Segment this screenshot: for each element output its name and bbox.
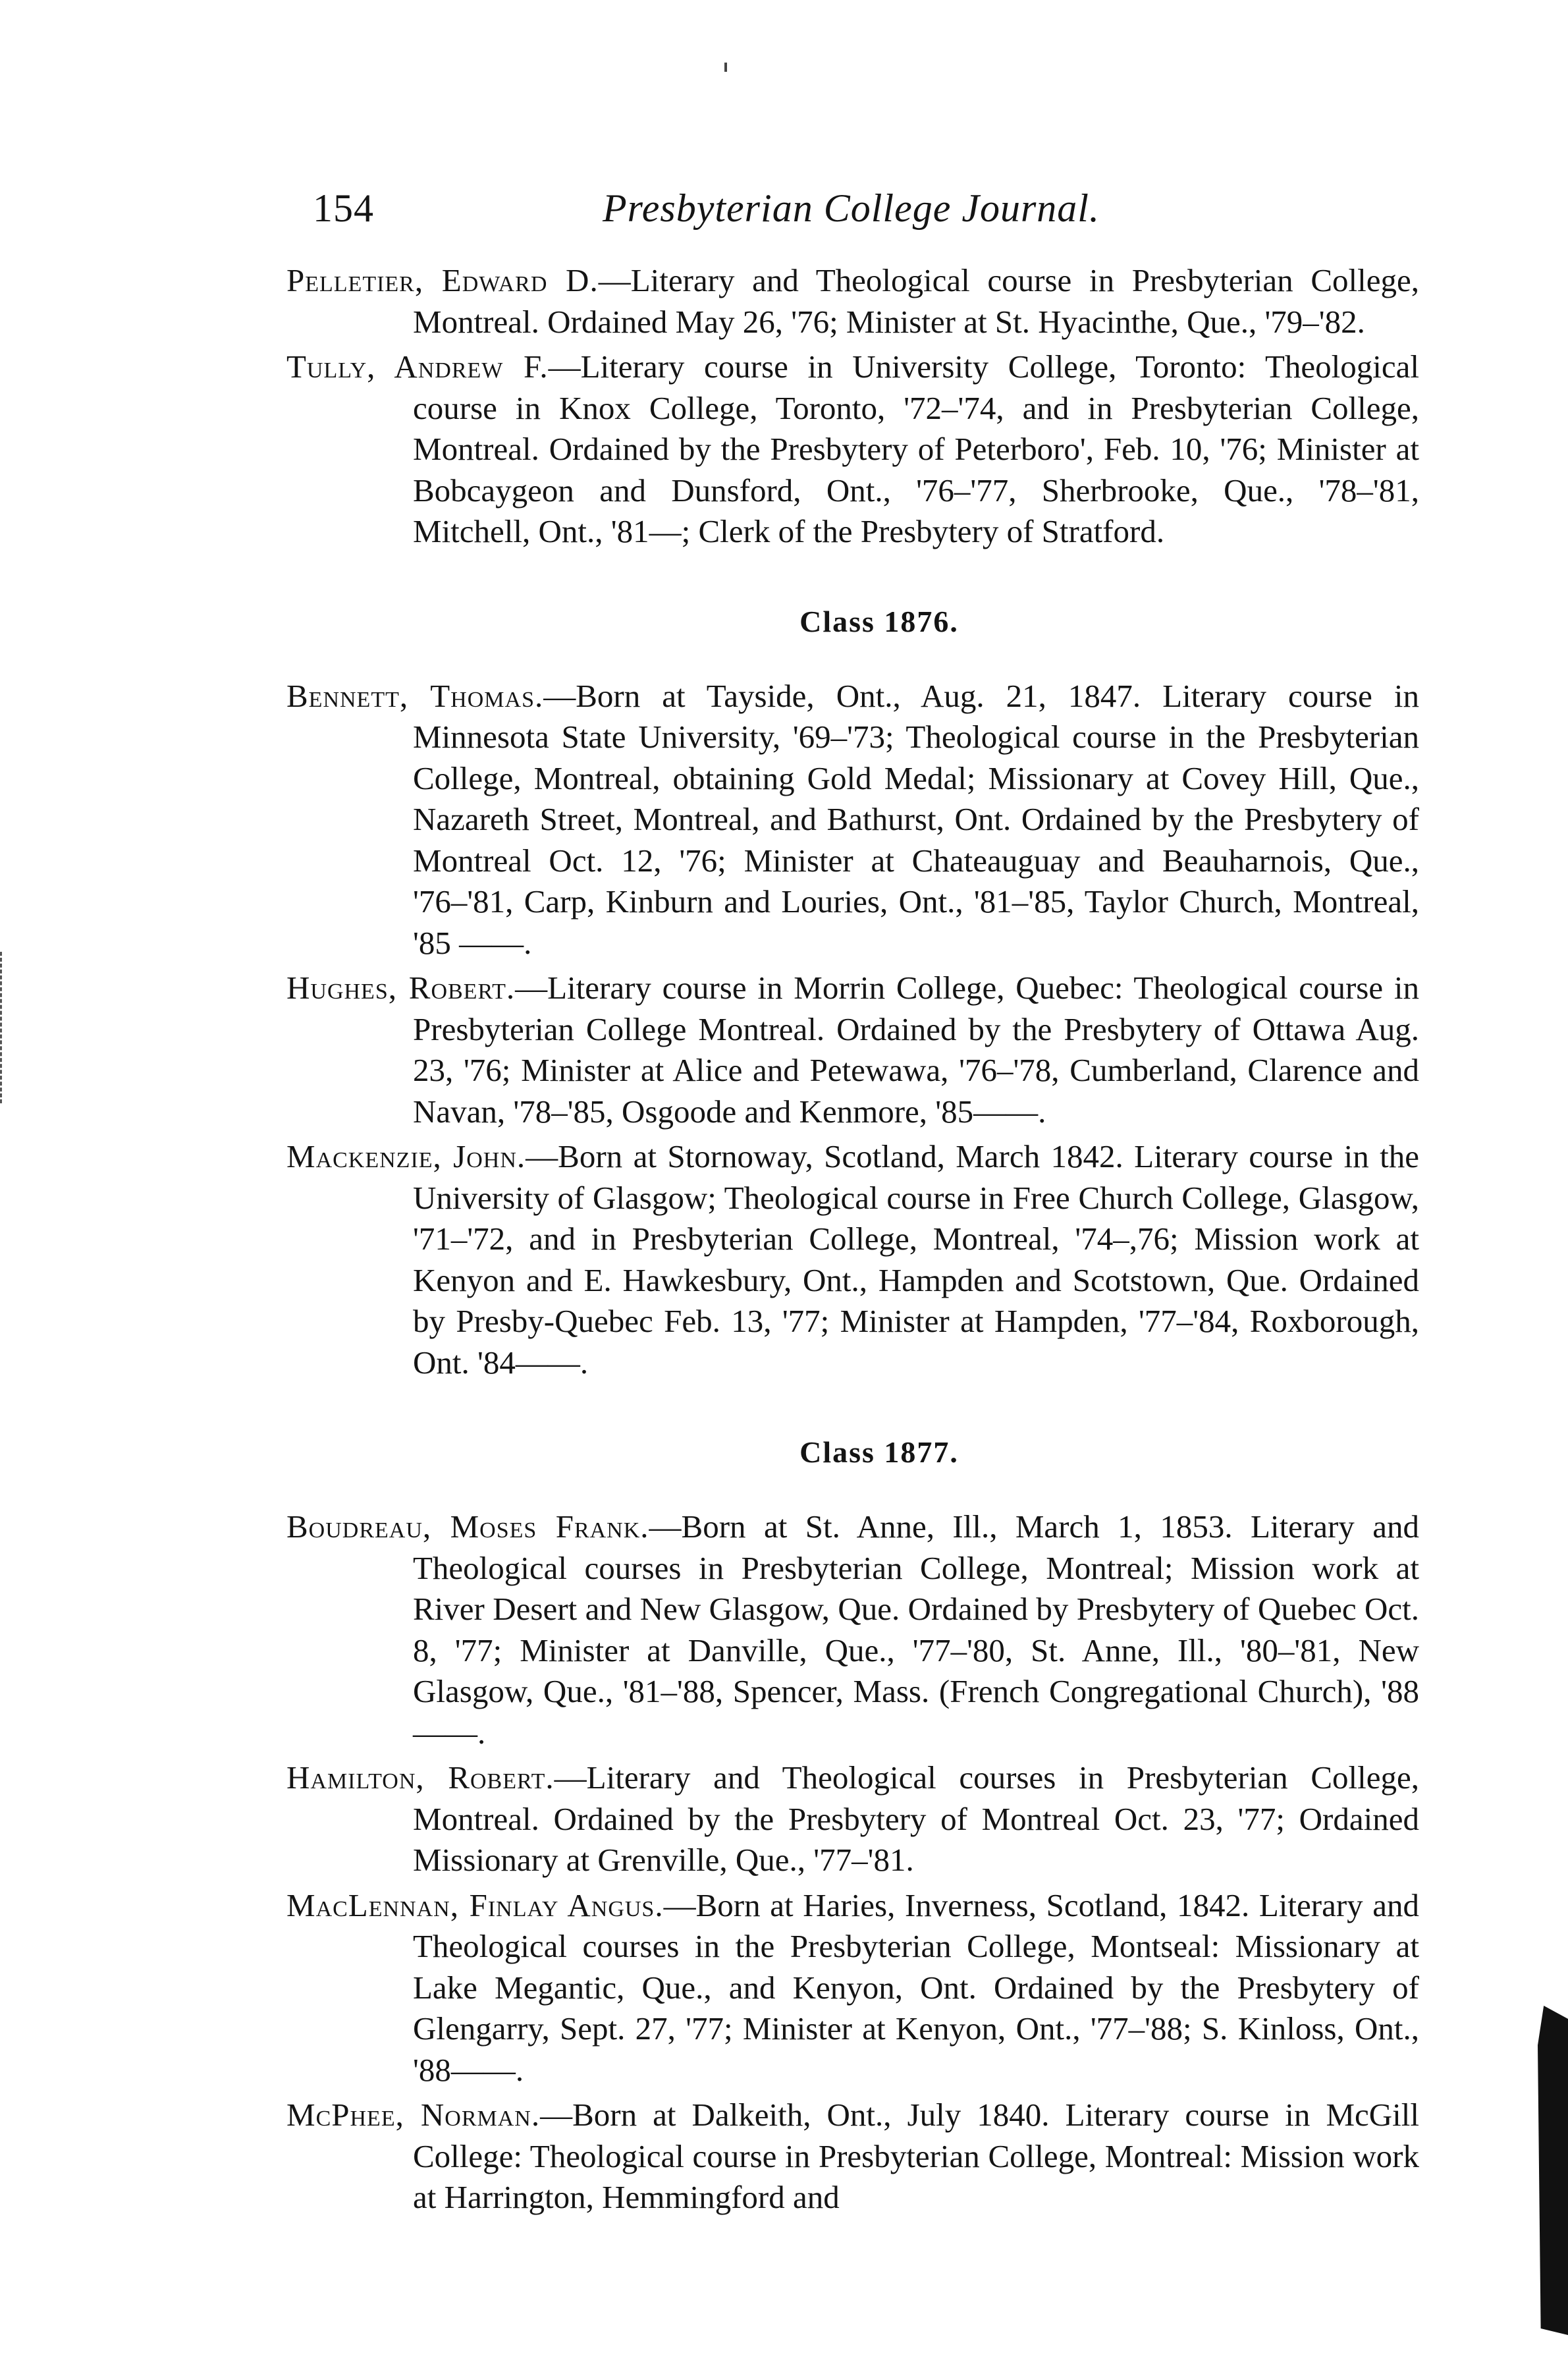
class-1877-heading: Class 1877.: [799, 1435, 959, 1469]
entry-boudreau: [286, 1506, 1419, 1753]
entry-text: —Born at Stornoway, Scotland, March 1842. Literary course in the University of Glasgow; Theological course in Free Church College, Glasgow, '71–'72, and in Presbyterian College, Montreal, '74–,76; Mission work at Kenyon and E. Hawkesbury, Ont., Hampden and Scotstown, Que. Ordained by Presby-Quebec Feb. 13, '77; Minister at Hampden, '77–'84, Roxborough, Ont. '84——.: [413, 1138, 1420, 1381]
entry-name: Boudreau, Moses Frank.: [286, 1508, 649, 1545]
entry-text: —Literary and Theological courses in Presbyterian College, Montreal. Ordained by the Presbytery of Montreal Oct. 23, '77; Ordained Missionary at Grenville, Que., '77–'81.: [413, 1759, 1419, 1878]
entry-text: —Born at Haries, Inverness, Scotland, 1842. Literary and Theological courses in the Presbyterian College, Montseal: Missionary at Lake Megantic, Que., and Kenyon, Ont. Ordained by the Presbytery of Glengarry, Sept. 27, '77; Minister at Kenyon, Ont., '77–'88; S. Kinloss, Ont., '88——.: [413, 1886, 1420, 2088]
entry-text: —Literary and Theological course in Presbyterian College, Montreal. Ordained May 26, '76; Minister at St. Hyacinthe, Que., '79–'82.: [413, 262, 1420, 340]
entry-name: Hamilton, Robert.: [286, 1759, 554, 1796]
entry-hamilton: [286, 1757, 1419, 1881]
page-header: [313, 186, 1162, 258]
entry-maclennan: [286, 1885, 1419, 2091]
page-content: [286, 260, 1419, 2222]
class-1876-heading: Class 1876.: [799, 604, 959, 638]
scan-edge-mark: [1538, 2006, 1568, 2335]
entry-name: Tully, Andrew F.: [286, 348, 549, 385]
entry-name: McPhee, Norman.: [286, 2097, 541, 2133]
entry-text: —Born at Tayside, Ont., Aug. 21, 1847. Literary course in Minnesota State University, '69–'73; Theological course in the Presbyterian College, Montreal, obtaining Gold Medal; Missionary at Covey Hill, Que., Nazareth Street, Montreal, and Bathurst, Ont. Ordained by the Presbytery of Montreal Oct. 12, '76; Minister at Chateauguay and Beauharnois, Que., '76–'81, Carp, Kinburn and Louries, Ont., '81–'85, Taylor Church, Montreal, '85 ——.: [413, 677, 1419, 961]
margin-rule: [0, 952, 7, 1103]
entry-hughes: [286, 968, 1419, 1132]
entry-mackenzie: [286, 1136, 1419, 1383]
entry-text: —Born at St. Anne, Ill., March 1, 1853. Literary and Theological courses in Presbyterian College, Montreal; Mission work at River Desert and New Glasgow, Que. Ordained by Presbytery of Quebec Oct. 8, '77; Minister at Danville, Que., '77–'80, St. Anne, Ill., '80–'81, New Glasgow, Que., '81–'88, Spencer, Mass. (French Congregational Church), '88——.: [413, 1508, 1419, 1751]
entry-text: —Literary course in Morrin College, Quebec: Theological course in Presbyterian College Montreal. Ordained by the Presbytery of Ottawa Aug. 23, '76; Minister at Alice and Petewawa, '76–'78, Cumberland, Clarence and Navan, '78–'85, Osgoode and Kenmore, '85——.: [413, 970, 1420, 1130]
ink-speck: [724, 63, 727, 72]
entry-name: MacLennan, Finlay Angus.: [286, 1886, 664, 1923]
running-title: Presbyterian College Journal.: [603, 186, 1100, 230]
entry-mcphee: [286, 2095, 1419, 2218]
entry-text: —Born at Dalkeith, Ont., July 1840. Literary course in McGill College: Theological course in Presbyterian College, Montreal: Mission work at Harrington, Hemmingford and: [413, 2097, 1420, 2215]
entry-bennett: [286, 676, 1419, 964]
entry-name: Hughes, Robert.: [286, 970, 516, 1006]
entry-name: Pelletier, Edward D.: [286, 262, 599, 298]
entry-name: Bennett, Thomas.: [286, 677, 544, 714]
entry-text: —Literary course in University College, Toronto: Theological course in Knox College, Toronto, '72–'74, and in Presbyterian College, Montreal. Ordained by the Presbytery of Peterboro', Feb. 10, '76; Minister at Bobcaygeon and Dunsford, Ont., '76–'77, Sherbrooke, Que., '78–'81, Mitchell, Ont., '81—; Clerk of the Presbytery of Stratford.: [413, 348, 1419, 549]
entry-name: Mackenzie, John.: [286, 1138, 526, 1174]
entry-pelletier: [286, 260, 1419, 343]
page-number: 154: [313, 186, 374, 230]
entry-tully: [286, 346, 1419, 553]
